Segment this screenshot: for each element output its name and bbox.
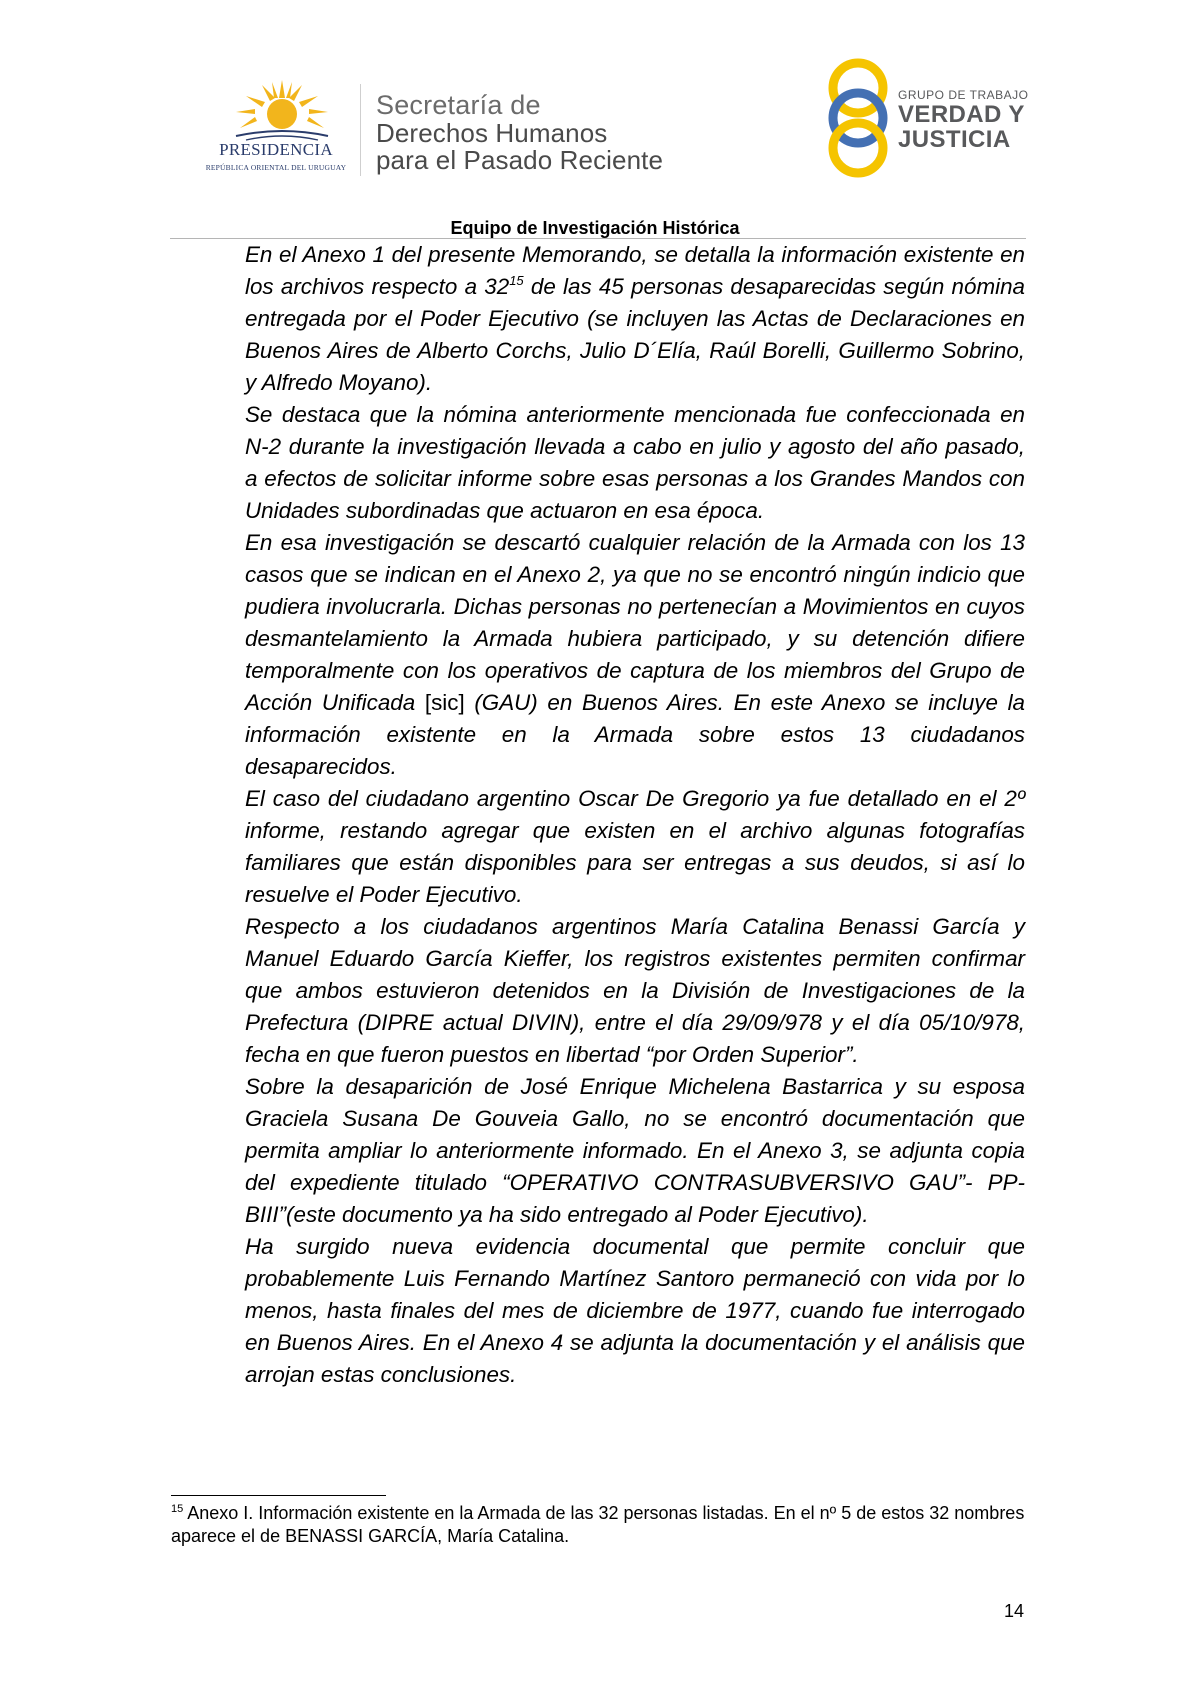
interlocked-rings-icon xyxy=(820,56,900,180)
justicia-label: JUSTICIA xyxy=(898,126,1011,153)
paragraph-1-text-b: de las 45 personas desaparecidas según nómina entregada por el Poder Ejecutivo (se incluyen las Actas de Declaraciones en Buenos Aires de Alberto Corchs, Julio D´Elía, Raúl Borelli, Guillermo Sobrino, y Alfredo Moyano). xyxy=(245,274,1025,395)
paragraph-michelena: Sobre la desaparición de José Enrique Michelena Bastarrica y su esposa Graciela Susana De Gouveia Gallo, no se encontró documentación que permita ampliar lo anteriormente informado. En el Anexo 3, se adjunta copia del expediente titulado “OPERATIVO CONTRASUBVERSIVO GAU”- PP-BIII”(este documento ya ha sido entregado al Poder Ejecutivo). xyxy=(245,1074,1025,1227)
presidencia-subtitle: REPÚBLICA ORIENTAL DEL URUGUAY xyxy=(205,163,347,172)
footnote-number: 15 xyxy=(171,1503,184,1515)
secretaria-logo xyxy=(376,90,663,174)
paragraph-benassi-garcia: Respecto a los ciudadanos argentinos María Catalina Benassi García y Manuel Eduardo García Kieffer, los registros existentes permiten confirmar que ambos estuvieron detenidos en la División de Investigaciones de la Prefectura (DIPRE actual DIVIN), entre el día 29/09/978 y el día 05/10/978, fecha en que fueron puestos en libertad “por Orden Superior”. xyxy=(245,914,1025,1067)
footnote xyxy=(171,1502,1031,1548)
verdad-label: VERDAD Y xyxy=(898,101,1025,128)
footnote-rule xyxy=(171,1495,386,1496)
paragraph-anexo-1 xyxy=(245,239,1025,399)
paragraph-anexo-2 xyxy=(245,527,1025,783)
sic-marker: [sic] xyxy=(424,690,465,715)
footnote-reference[interactable]: 15 xyxy=(509,273,524,288)
paragraph-3-text-b: (GAU) en Buenos Aires. En este Anexo se incluye la información existente en la Armada sobre estos 13 ciudadanos desaparecidos. xyxy=(245,690,1025,779)
paragraph-nomina: Se destaca que la nómina anteriormente mencionada fue confeccionada en N-2 durante la investigación llevada a cabo en julio y agosto del año pasado, a efectos de solicitar informe sobre esas personas a los Grandes Mandos con Unidades subordinadas que actuaron en esa época. xyxy=(245,402,1025,523)
paragraph-1-text-a: En el Anexo 1 del presente Memorando, se detalla la información existente en los archivos respecto a 32 xyxy=(245,242,1025,299)
memo-body xyxy=(245,239,1025,1391)
paragraph-martinez-santoro: Ha surgido nueva evidencia documental que permite concluir que probablemente Luis Fernando Martínez Santoro permaneció con vida por lo menos, hasta finales del mes de diciembre de 1977, cuando fue interrogado en Buenos Aires. En el Anexo 4 se adjunta la documentación y el análisis que arrojan estas conclusiones. xyxy=(245,1234,1025,1387)
footnote-text: Anexo I. Información existente en la Armada de las 32 personas listadas. En el nº 5 de estos 32 nombres aparece el de BENASSI GARCÍA, María Catalina. xyxy=(171,1503,1025,1546)
team-heading: Equipo de Investigación Histórica xyxy=(450,218,740,238)
secretaria-line-3: para el Pasado Reciente xyxy=(376,145,664,175)
paragraph-de-gregorio: El caso del ciudadano argentino Oscar De Gregorio ya fue detallado en el 2º informe, restando agregar que existen en el archivo algunas fotografías familiares que están disponibles para ser entregas a sus deudos, si así lo resuelve el Poder Ejecutivo. xyxy=(245,786,1025,907)
presidencia-wordmark: PRESIDENCIA xyxy=(219,140,333,159)
verdad-justicia-logo xyxy=(820,56,1030,180)
page-number: 14 xyxy=(1004,1601,1025,1621)
sun-emblem-icon xyxy=(232,80,332,142)
secretaria-line-2: Derechos Humanos xyxy=(376,118,608,148)
header-divider xyxy=(360,84,361,176)
grupo-label: GRUPO DE TRABAJO xyxy=(898,88,1029,102)
secretaria-line-1: Secretaría de xyxy=(376,90,541,120)
presidencia-logo xyxy=(196,80,356,180)
paragraph-3-text-a: En esa investigación se descartó cualquier relación de la Armada con los 13 casos que se indican en el Anexo 2, ya que no se encontró ningún indicio que pudiera involucrarla. Dichas personas no pertenecían a Movimientos en cuyos desmantelamiento la Armada hubiera participado, y su detención difiere temporalmente con los operativos de captura de los miembros del Grupo de Acción Unificada xyxy=(245,530,1025,715)
